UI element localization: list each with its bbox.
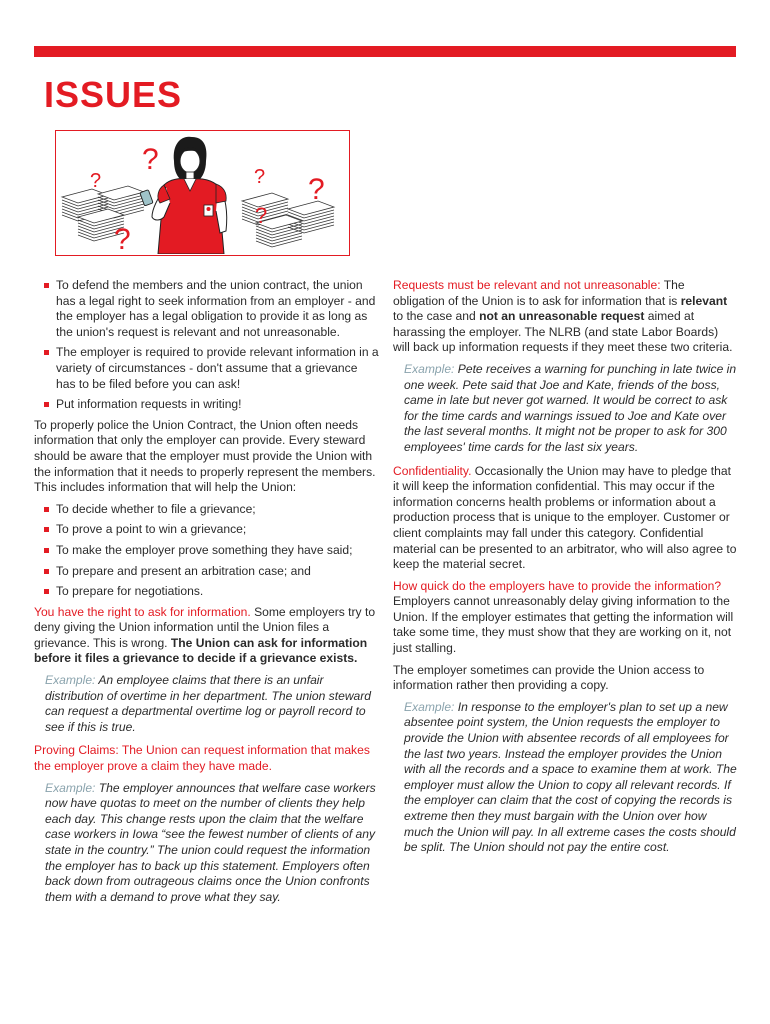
example-absentee-records: Example: In response to the employer's plan to set up a new absentee point system, the Union requests the employer to provide the Union with absentee records of all employees for the last two years. Instead the employer provides the Union with all the records and a space to examine them at work. The employer must allow the Union to copy all relevant records. If the employer can claim that the cost of copying the records is extreme then they must bargain with the Union over how much the Union will pay. In all extreme cases the costs should be split. The Union should not pay the entire cost. — [404, 699, 737, 855]
purposes-list — [34, 502, 379, 600]
example-welfare-quotas: Example: The employer announces that welfare case workers now have quotas to meet on the number of clients they help each day. This change rests upon the claim that the welfare case workers in Iowa “see the fewest number of clients of any state in the country.” The union could request the information the employer has to back up this statement. Employers often back down from outrageous claims once the Union confronts them with a demand to prove what they say. — [45, 780, 376, 904]
bullet-square-icon — [44, 548, 49, 553]
question-mark-icon: ? — [308, 173, 325, 206]
page-title: ISSUES — [44, 74, 183, 115]
key-points-list — [34, 278, 379, 413]
question-mark-icon: ? — [142, 143, 159, 176]
list-item: To defend the members and the union contract, the union has a legal right to seek information from an employer - and the employer has a legal obligation to provide it as long as the union's request is relevant and not unreasonable. — [34, 278, 379, 340]
list-item: To prepare and present an arbitration case; and — [34, 564, 379, 580]
bullet-square-icon — [44, 402, 49, 407]
bullet-square-icon — [44, 569, 49, 574]
bullet-square-icon — [44, 589, 49, 594]
bullet-square-icon — [44, 283, 49, 288]
question-mark-icon: ? — [114, 223, 131, 254]
bullet-square-icon — [44, 527, 49, 532]
worker-with-papers-illustration — [56, 131, 348, 254]
example-overtime: Example: An employee claims that there is an unfair distribution of overtime in her department. The union steward can request a departmental overtime log or payroll record to see if this is true. — [45, 673, 372, 734]
intro-paragraph: To properly police the Union Contract, the Union often needs information that only the employer can provide. Every steward should be aware that the employer must provide the Union with the information that it needs to properly represent the members. This includes information that will help the Union: — [34, 417, 376, 495]
confidentiality-paragraph: Confidentiality. Occasionally the Union may have to pledge that it will keep the information confidential. This may occur if the information concerns health problems or information about a production process that is unique to the employer. Customer or client complaints may fall under this category. Confidential material can be presented to an arbitrator, who will also agree to keep the material secret. — [393, 463, 737, 572]
list-item: To decide whether to file a grievance; — [34, 502, 379, 518]
left-column — [34, 278, 379, 913]
illustration-frame — [55, 130, 350, 256]
question-mark-icon: ? — [254, 166, 266, 188]
access-paragraph: The employer sometimes can provide the Union access to information rather then providing a copy. — [393, 662, 705, 693]
bullet-square-icon — [44, 507, 49, 512]
how-quick-paragraph: How quick do the employers have to provide the information? Employers cannot unreasonably delay giving information to the Union. If the employer estimates that getting the information will take some time, they must show that they are working on it, not just stalling. — [393, 578, 734, 656]
bullet-square-icon — [44, 350, 49, 355]
list-item: Put information requests in writing! — [34, 397, 379, 413]
example-time-cards: Example: Pete receives a warning for punching in late twice in one week. Pete said that Joe and Kate, friends of the boss, came in late but never got warned. It would be correct to ask for the time cards and warnings issued to Joe and Kate over the last several months. It might not be proper to ask for 300 employees' time cards for the last six years. — [404, 361, 737, 454]
right-to-ask-paragraph: You have the right to ask for information. Some employers try to deny giving the Union information until the Union files a grievance. This is wrong. The Union can ask for information before it files a grievance to decide if a grievance exists. — [34, 604, 376, 666]
top-accent-bar — [34, 46, 736, 57]
list-item: To prepare for negotiations. — [34, 584, 379, 600]
list-item: The employer is required to provide relevant information in a variety of circumstances - don't assume that a grievance has to be filed before you can ask! — [34, 345, 379, 392]
list-item: To prove a point to win a grievance; — [34, 522, 379, 538]
question-mark-icon: ? — [90, 170, 102, 192]
question-mark-icon: ? — [255, 203, 268, 228]
right-column — [393, 278, 738, 864]
proving-claims-heading: Proving Claims: The Union can request information that makes the employer prove a claim they have made. — [34, 743, 370, 774]
relevance-paragraph: Requests must be relevant and not unreasonable: The obligation of the Union is to ask for information that is relevant to the case and not an unreasonable request aimed at harassing the employer. The NLRB (and state Labor Boards) will back up information requests if they meet these two criteria. — [393, 278, 733, 355]
list-item: To make the employer prove something they have said; — [34, 543, 379, 559]
